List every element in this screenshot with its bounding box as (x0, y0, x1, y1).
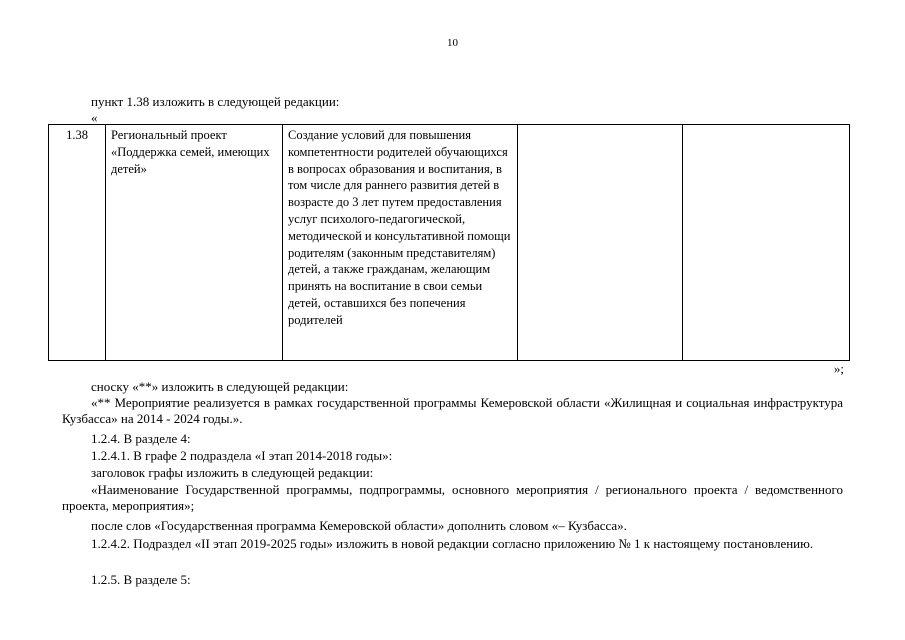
program-table (48, 124, 850, 361)
row-number: 1.38 (49, 125, 106, 361)
paragraph-section-4: 1.2.4. В разделе 4: (91, 431, 191, 446)
description-cell: Создание условий для повышения компетентности родителей обучающихся в вопросах образования и воспитания, в том числе для раннего развития детей в возрасте до 3 лет путем предоставления услуг психолого-педагогической, методической и консультативной помощи родителям (законным представителям) детей, а также гражданам, желающим принять на воспитание в свои семьи детей, оставшихся без попечения родителей (283, 125, 518, 361)
page-number: 10 (447, 37, 458, 49)
paragraph-1-2-4-2: 1.2.4.2. Подраздел «II этап 2019-2025 годы» изложить в новой редакции согласно приложению № 1 к настоящему постановлению. (91, 536, 814, 551)
paragraph-after-words: после слов «Государственная программа Кемеровской области» дополнить словом «– Кузбасса». (91, 518, 627, 533)
paragraph-column-title-text: «Наименование Государственной программы, подпрограммы, основного мероприятия / регионального проекта / ведомственного проекта, мероприятия»; (62, 482, 843, 513)
paragraph-1-2-4-1: 1.2.4.1. В графе 2 подраздела «I этап 2014-2018 годы»: (91, 448, 393, 463)
intro-text: пункт 1.38 изложить в следующей редакции: (91, 94, 340, 109)
paragraph-footnote-text: «** Мероприятие реализуется в рамках государственной программы Кемеровской области «Жилищная и социальная инфраструктура Кузбасса» на 2014 - 2024 годы.». (62, 395, 843, 426)
open-quote: « (91, 110, 98, 125)
closing-quote: »; (833, 361, 844, 376)
paragraph-footnote-intro: сноску «**» изложить в следующей редакции: (91, 379, 349, 394)
paragraph-column-title: заголовок графы изложить в следующей редакции: (91, 465, 374, 480)
empty-cell-5 (683, 125, 850, 361)
project-name-cell: Региональный проект «Поддержка семей, имеющих детей» (106, 125, 283, 361)
empty-cell-4 (518, 125, 683, 361)
paragraph-section-5: 1.2.5. В разделе 5: (91, 572, 191, 587)
table-row (49, 125, 850, 361)
